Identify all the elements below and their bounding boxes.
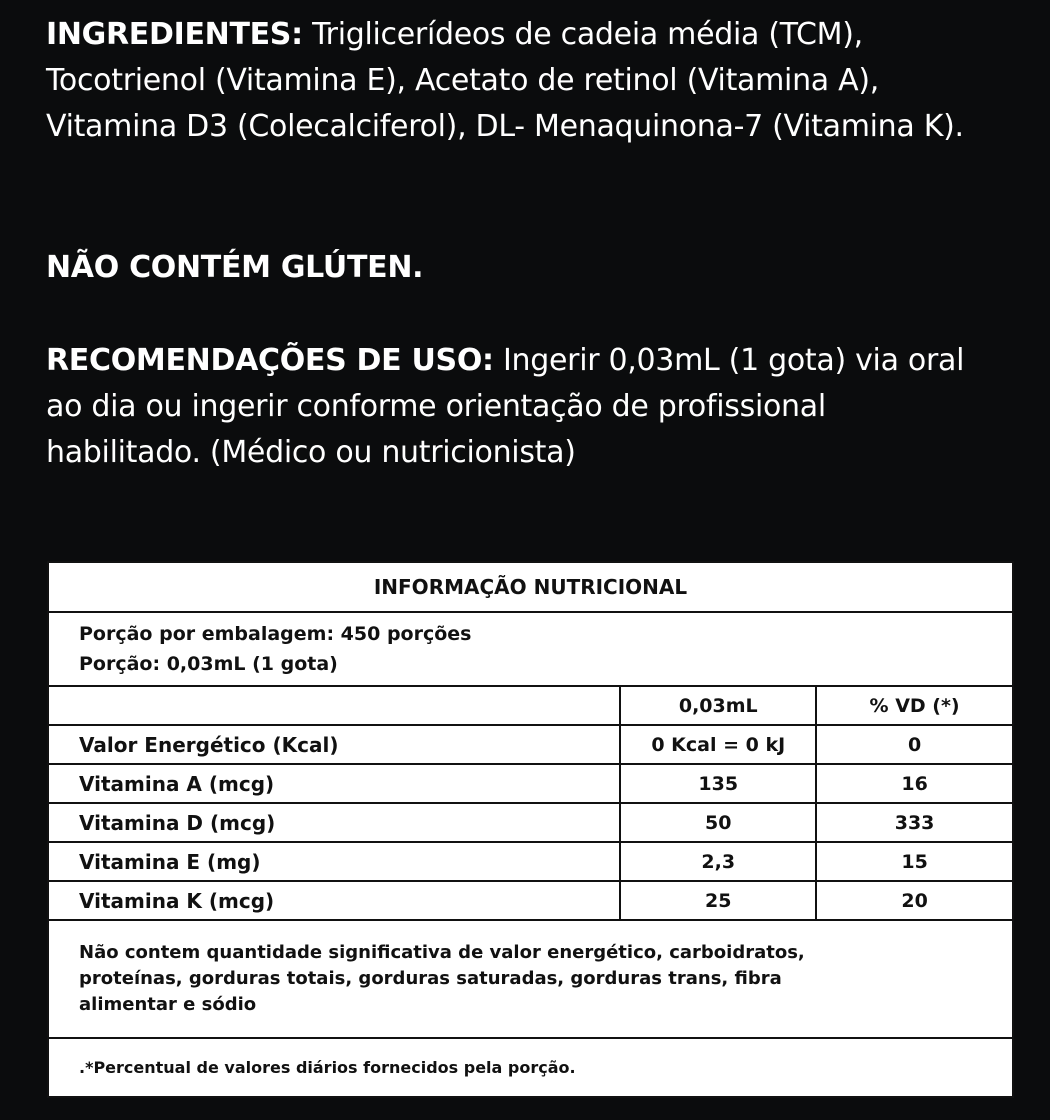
gluten-notice: NÃO CONTÉM GLÚTEN.	[46, 250, 424, 285]
column-header-amount: 0,03mL	[620, 686, 816, 725]
ingredients-label: INGREDIENTES:	[46, 17, 303, 52]
portion-size: Porção: 0,03mL (1 gota)	[79, 653, 338, 675]
nutrient-amount: 0 Kcal = 0 kJ	[620, 725, 816, 764]
nutrient-label: Valor Energético (Kcal)	[48, 725, 620, 764]
nutrition-table	[47, 561, 1014, 1098]
portions-per-package: Porção por embalagem: 450 porções	[79, 623, 472, 645]
ingredients-paragraph	[46, 12, 986, 150]
portion-info	[48, 612, 1013, 686]
nutrient-amount: 135	[620, 764, 816, 803]
nutrient-label: Vitamina E (mg)	[48, 842, 620, 881]
nutrition-table-title: INFORMAÇÃO NUTRICIONAL	[48, 562, 1013, 612]
usage-paragraph	[46, 338, 986, 476]
nutrient-dv: 16	[816, 764, 1013, 803]
ingredients-text: Triglicerídeos de cadeia média (TCM), Tocotrienol (Vitamina E), Acetato de retinol (Vitamina A), Vitamina D3 (Colecalciferol), DL- Menaquinona-7 (Vitamina K).	[46, 17, 964, 144]
nutrient-dv: 20	[816, 881, 1013, 920]
nutrient-dv: 333	[816, 803, 1013, 842]
nutrient-label: Vitamina A (mcg)	[48, 764, 620, 803]
table-header-row	[48, 686, 1013, 725]
column-header-nutrient	[48, 686, 620, 725]
table-row	[48, 764, 1013, 803]
nutrient-amount: 50	[620, 803, 816, 842]
table-row	[48, 725, 1013, 764]
nutrient-label: Vitamina D (mcg)	[48, 803, 620, 842]
table-row	[48, 842, 1013, 881]
nutrient-dv: 0	[816, 725, 1013, 764]
nutrition-note: Não contem quantidade significativa de valor energético, carboidratos, proteínas, gorduras totais, gorduras saturadas, gorduras trans, fibra alimentar e sódio	[48, 920, 1013, 1038]
nutrient-amount: 25	[620, 881, 816, 920]
nutrient-amount: 2,3	[620, 842, 816, 881]
column-header-dv: % VD (*)	[816, 686, 1013, 725]
table-row	[48, 803, 1013, 842]
nutrient-dv: 15	[816, 842, 1013, 881]
nutrient-label: Vitamina K (mcg)	[48, 881, 620, 920]
nutrition-footnote: .*Percentual de valores diários fornecidos pela porção.	[48, 1038, 1013, 1097]
usage-label: RECOMENDAÇÕES DE USO:	[46, 343, 494, 378]
usage-text: Ingerir 0,03mL (1 gota) via oral ao dia ou ingerir conforme orientação de profissional habilitado. (Médico ou nutricionista)	[46, 343, 965, 470]
table-row	[48, 881, 1013, 920]
